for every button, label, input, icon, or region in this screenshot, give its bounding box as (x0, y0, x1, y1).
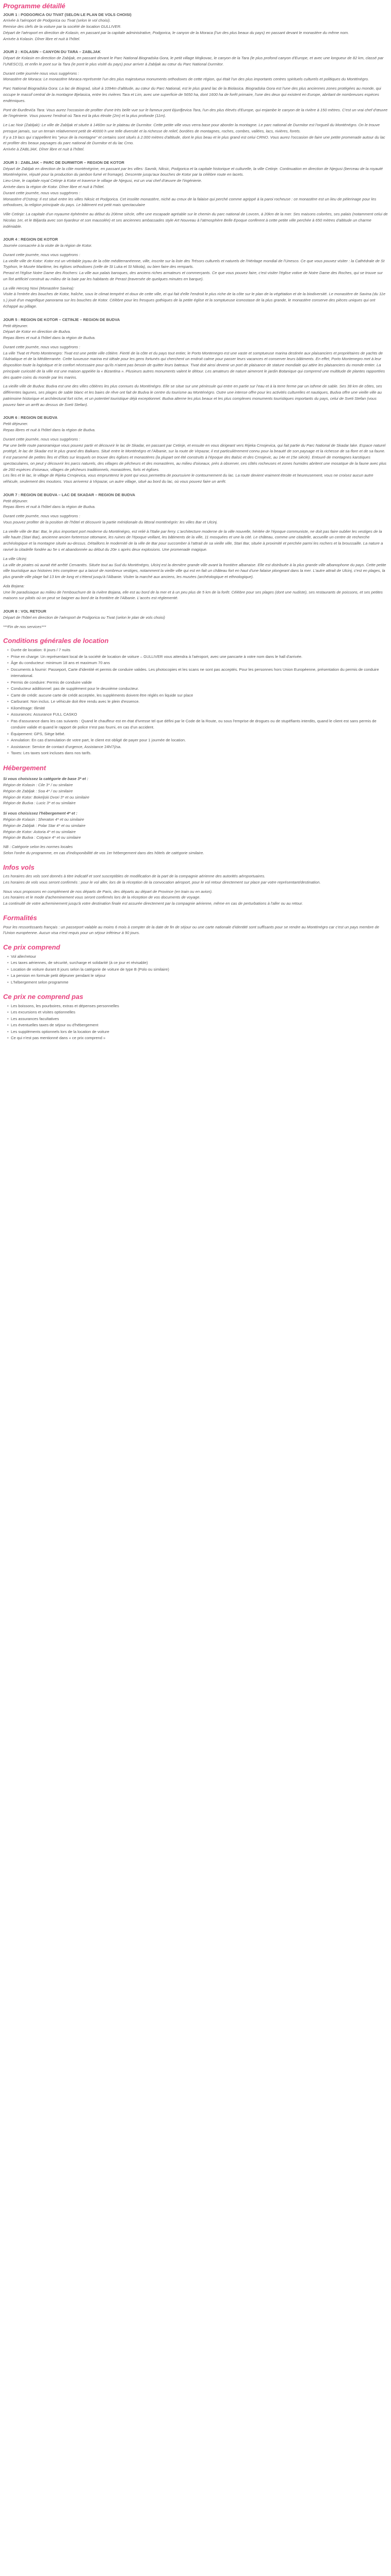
day-block (3, 317, 388, 408)
text-line: Région de Budva : Lucic 3* et ou similaire (3, 801, 76, 806)
day-line: Départ de Kolasin en direction de Zabljak, en passant devant le Parc National Biogradska Gora, le petit village Mojkovac, le canyon de la Tara (le plus profond canyon d'Europe, et avec une longueur de 82 km, classé par l'UNESCO), et enfin le pont sur la Tara (le pont le plus visité du pays) pour arriver à Zabljak au cœur du Parc National Durmitor. (3, 56, 384, 66)
list-item: • Carte de crédit: aucune carte de crédit acceptée, les suppléments doivent être réglés en liquide sur place (7, 692, 388, 699)
list-item: • Équipement: GPS, Siège bébé. (7, 731, 388, 738)
day-line: Visite à l'entrée des bouches de Kotor, fraîche, sous le climat tempéré et doux de cette ville, et qui fait d'elle l'endroit le plus riche de la côte sur le plan de la végétation et de la biodiversité. Le monastère de Savina (du 11e s.) jouit d'un magnifique panorama sur les bouches de Kotor. Célèbre pour les fresques gothiques de la petite église et la somptueuse iconostase de la plus grande, le monastère conserve des pièces uniques qui ont échappé au pillage. (3, 292, 386, 309)
page (0, 0, 391, 1051)
day-line: Une île paradisiaque au milieu de l'embouchure de la rivière Bojana, elle est au bord de la mer et à un peu plus de 5 km de la forêt. Célèbre pour ses plages (dont une nudiste), ses restaurants de poissons, et ses petites maisons sur pilotis où on peut se baigner au bord de la frontière de l'Albanie. L'accès est réglementé. (3, 589, 383, 601)
list-item: • Permis de conduire: Permis de conduire valide (7, 680, 388, 686)
day-line: Durant cette journée nous vous suggérons : (3, 71, 79, 76)
text-line: Les horaires des vols sont donnés à titre indicatif et sont susceptibles de modification de la part de la compagnie aérienne des autorités aéroportuaires. (3, 874, 266, 879)
day-line: Arrivée à Kolasin. Dîner libre et nuit à l'hôtel. (3, 36, 80, 41)
list-item: • Durée de location: 8 jours / 7 nuits (7, 647, 388, 654)
list-item: • Âge du conducteur: minimum 18 ans et maximum 70 ans (7, 660, 388, 667)
list-item: • Documents à fournir: Passeport, Carte d'identité et permis de conduire valides. Les photocopies et les scans ne sont pas acceptés. Pour les personnes hors Union Européenne, présentation du permis de conduire international. (7, 667, 388, 680)
list-item: • Les suppléments optionnels lors de la location de voiture (7, 1029, 388, 1036)
prix-comprend-list (3, 954, 388, 986)
day-line: Départ de l'hôtel en direction de l'aéroport de Podgorica ou Tivat (selon le plan de vols choisi) (3, 615, 165, 620)
text-line: Région de Zabljak : Polar Star 4* et ou similaire (3, 823, 86, 828)
text-line: Région de Kolasin : Sheraton 4* et ou similaire (3, 817, 85, 822)
day-line: Par une belle route panoramique vous pouvez partir et découvrir le lac de Skadar, en passant par Cetinje, et ensuite en vous dirigeant vers Rijeka Crnojevica, qui fait partie du Parc National de Skadar lake. Espace naturel protégé, le lac de Skadar est le plus grand des Balkans. Situé entre le Monténégro et l'Albanie, sur la route de Virpazar, il est particulièrement connu pour la beauté de son paysage et la richesse de sa flore et de sa faune. Il est parsemé de petites îles et d'îlots sur lesquels on trouve des églises et monastères (la plupart ont été construits à l'époque des Balsic et des Crnojevic, au 14e et 15e siècle). Entouré de montagnes karstiques spectaculaires, on peut y découvrir les parcs naturels, des villages de pêcheurs et des monastères, au milieu d'oiseaux, près à observer, ces côtés rocheuses et zones humides abritent une mosaïque de la faune avec plus de 260 espèces d'oiseaux, villages de pêcheurs traditionnels, monastères, forts et églises. (3, 443, 387, 472)
day-line: Repas libres et nuit à l'hôtel dans la région de Budva. (3, 504, 96, 510)
day-title: JOUR 5 : REGION DE KOTOR – CETINJE – REGION DE BUDVA (3, 317, 120, 322)
day-line: Le Lac Noir (Zabljak): Le ville de Zabljak et située à 1460m sur le plateau de Durmitor. Cette petite ville vous verra base pour aborder la montagne. Le parc national de Durmitor est l'orgueil du Monténégro. On le trouve presque jamais, sur un terrain relativement petit de 40000 h une telle diversité et la richesse de relief, bordées de montagnes, roches, combes, vallées, lacs, rivières, forets. (3, 123, 380, 133)
day-line: Départ de Zabljak en direction de la côte monténégrine, en passant par les villes: Savnik, Niksic, Podgorica et la capitale historique et culturelle, la ville Cetinje. Continuation en direction de Njegusi (berceau de la royauté Monténégrine, réputé pour la production du jambon fumé et fromage). Descente jusqu'aux bouches de Kotor par la célèbre route en lacets. (3, 166, 383, 177)
list-item: • L'hébergement selon programme (7, 979, 388, 986)
day-line: Départ de l'aéroport en direction de Kolasin, en passant par la capitale administrative, Podgorica, le canyon de la Moraca (l'un des plus beaux du pays) en passant devant le monastère du même nom. (3, 30, 349, 35)
text-line: Région de Kolasin : Cile 3* / ou similaire (3, 783, 73, 788)
day-line: Petit déjeuner. (3, 498, 28, 503)
day-block (3, 49, 388, 152)
day-title: JOUR 1 : PODGORICA OU TIVAT (SELON LE PLAN DE VOLS CHOISI) (3, 12, 132, 17)
text-line: Région de Budva : Cotyace 4* et ou similaire (3, 835, 81, 840)
day-line: Lieu-Unie, le capitale royal Cetinje à Kotor et traverse le village de Njegusi, est un vrai chef d'œuvre de l'ingénierie. (3, 178, 202, 183)
day-line: Ville Cetinje: La capitale d'un royaume éphémère au début du 20ème siècle, offre une escapade agréable sur le chemin du parc national de Lovcen, à 20km de la mer. Ses maisons colorées, ses palais (notamment celui de Nicolas 1er, et le Biljarda avec son tiyardeur et son mausolée) et ses anciennes ambassades style Art Nouveau à l'atmosphère Belle Epoque confèrent à cette petite ville perchée à 650 mètres d'altitude un charme indéniable. (3, 212, 388, 229)
day-title: JOUR 6 : REGION DE BUDVA (3, 415, 58, 420)
day-line: Durant cette journée, nous vous suggérons : (3, 252, 80, 257)
conditions-title: Conditions générales de location (3, 637, 109, 645)
list-item: • La pension en formule petit déjeuner pendant le séjour (7, 973, 388, 979)
day-block (3, 492, 388, 601)
day-line: ***Fin de nos services*** (3, 624, 46, 629)
list-item: • Taxes: Les taxes sont incluses dans nos tarifs. (7, 750, 388, 757)
list-item: • Location de voiture durant 8 jours selon la catégorie de voiture de type B (Polo ou similaire) (7, 967, 388, 973)
day-line: Arrivée à l'aéroport de Podgorica ou Tivat (selon le vol choisi). (3, 18, 111, 23)
hebergement-group1-title: Si vous choisissez la catégorie de base 3* et : (3, 776, 89, 782)
day-line: La ville Tivat et Porto Montenegro: Tivat est une petite ville côtière. Fierté de la côte et du pays tout entier, le Porto Montenegro est une vaste et somptueuse marina destinée aux plaisanciers et propriétaires de yachts de l'Adriatique et de la Méditerranée. Cette luxueuse marina est idéale pour les gens fortunés qui cherchent un endroit calme pour passer leurs vacances et conserver leurs bâtiments. En effet, Porto Montenegro met à leur disposition toute la logistique et le confort nécessaire pour qu'ils n'aient pas besoin de quitter leurs bateaux. Tivat doit ainsi devenir un port de plaisance de stature mondiale qui attire les plaisanciers du monde entier. La principale curiosité de la ville est une maison appelée la « Bizantina ». Plusieurs autres monuments valent le détour. Les amateurs de nature aimeront le jardin Botanique qui comprend une multitude de plantes rapportées des quatre coins du monde par les marins. (3, 350, 385, 380)
day-line: Journée consacrée à la visite de la région de Kotor. (3, 243, 92, 248)
formalites-title: Formalités (3, 914, 37, 922)
list-item: • Assurances: Assurance FULL CASKO (7, 711, 388, 718)
prix-ne-comprend-title: Ce prix ne comprend pas (3, 993, 84, 1001)
hebergement-group1-list (3, 782, 388, 806)
day-title: JOUR 8 : VOL RETOUR (3, 609, 46, 614)
day-line: La vieille ville de Bar: Bar, le plus important port moderne du Monténégro, est relié à l'Italie par ferry. L'architecture moderne de la ville nouvelle, héritée de l'époque communiste, ne doit pas faire oublier les vestiges de la ville haute (Stari Bar), ancienne ancien forteresse ottomane, les ruines de l'époque veillant, les bâtiments de la ville, 11 mosquées et une la cité. Le château, comme une citadelle, accueille un centre de recherche archéologique et la montagne située au-dessus. Détaillons le modernité de la ville de Bar pour succomber à l'attrait de sa vieille ville, Stari Bar, située à proximité et perchée parmi les rochers et la broussaille. La nature a ravivé la citadelle fondée au 5e s et abandonnée au début du 20e s après deux explosions. Une promenade magique. (3, 529, 383, 552)
day-line: La vieille ville de Kotor: Kotor est un véritable joyau de la côte méditerranéenne, ville, inscrite sur la liste des Trésors culturels et naturels de l'Héritage mondial de l'Unesco. Ce que vous pouvez visiter : la Cathédrale de St Tryphon, le Musée Maritime, les églises orthodoxes (celle de St Luka et St Nikola), ou bien faire des remparts. (3, 258, 385, 269)
day-line: Pont de Đurđevića Tara: Vous aurez l'occasion de profiter d'une très belle vue sur le fameux pont Đjurđjevica Tara, l'un des plus élevés d'Europe, qui enjambe le canyon de la rivière à 150 mètres. C'est un vrai chef d'œuvre de l'ingénierie. Vous pouvez l'endroit où Tara est la plus étroite (2m) et la plus profonde (11m). (3, 107, 388, 118)
day-line: Monastère d'Ostrog: Il est situé entre les villes Niksic et Podgorica. Cet insolite monastère, niché au creux de la falaise qui perché comme agrippé à la paroi rocheuse : ce monastère est un lieu de pèlerinage pour les orthodoxes, la religion principale du pays. Le bâtiment est petit mais spectaculaire (3, 196, 377, 208)
day-line: Les îles et le lac, le village de Rijeka Crnojevica, vous emprunterez le pont qui vous permettra de poursuivre le contournement du lac. La route devient vraiment étroite et heureusement, vous ne croisez aucun autre véhicule, seulement des moutons. Vous arriverez à Virpazar, un autre village, situé au bord du lac, où vous pouvez faire un arrêt. (3, 473, 373, 484)
list-item: • Les assurances facultatives (7, 1016, 388, 1023)
day-line: Durant cette journée, nous vous suggérons : (3, 344, 80, 349)
day-block (3, 236, 388, 309)
text-line: Pour les ressortissants français : un passeport valable au moins 6 mois à compter de la date de fin de séjour ou une carte nationale d'identité sont suffisants pour se rendre au Monténégro car c'est un pays membre de l'Union européenne. Aucun visa n'est requis pour un séjour inférieur à 90 jours. (3, 924, 379, 936)
text-line: Les horaires de vols vous seront confirmés : pour le vol aller, lors de la réception de la convocation aéroport, pour le vol retour directement sur place par votre représentant/destination. (3, 879, 321, 885)
list-item: • Vol aller/retour (7, 954, 388, 960)
day-title: JOUR 3 : ZABLJAK – PARC DE DURMITOR – REGION DE KOTOR (3, 160, 125, 165)
list-item: • Carburant: Non inclus. Le véhicule doit être rendu avec le plein d'essence. (7, 699, 388, 705)
programme-days (3, 12, 388, 630)
list-item: • Annulation: En cas d'annulation de votre part, le client est obligé de payer pour 1 journée de location. (7, 737, 388, 744)
day-line: Vous pouvez profiter de la position de l'hôtel et découvrir la partie méridionale du littoral monténégrin: les villes Bar et Ulcinj. (3, 519, 218, 524)
day-title: JOUR 7 : REGION DE BUDVA – LAC DE SKADAR – REGION DE BUDVA (3, 492, 135, 497)
text-line: Région de Zabljak : Soa 4* / ou similaire (3, 788, 73, 793)
day-line: Remise des clefs de la voiture par la société de location GULLIVER. (3, 24, 122, 29)
hebergement-group2-list (3, 817, 388, 841)
list-item: • Conducteur additionnel: pas de supplément pour le deuxième conducteur. (7, 686, 388, 692)
list-item: • Les éventuelles taxes de séjour ou d'hébergement (7, 1022, 388, 1029)
conditions-list (3, 647, 388, 757)
day-line: Départ de Kotor en direction de Budva. (3, 329, 71, 334)
hebergement-note2: Selon l'ordre du programme, en cas d'indisponibilité de vos 1er hébergement dans des hôtels de catégorie similaire. (3, 850, 204, 855)
day-line: Arrivée à ZABLJAK. Dîner libre et nuit à l'hôtel. (3, 147, 85, 152)
list-item: • Pas d'assurance dans les cas suivants : Quand le chauffeur est en état d'ivresse tel que défini par le Code de la Route, ou sous l'emprise de drogues ou de stupéfiants interdits, quand le client est sans permis de conduire valide et quand le rapport de police n'est pas fourni, en cas d'un accident. (7, 718, 388, 731)
text-line: Les horaires et le mode d'acheminement vous seront confirmés lors de la réception de vos documents de voyage. (3, 895, 201, 900)
day-line: La ville Ulcinj: (3, 556, 27, 561)
list-item: • Kilométrage: Illimité (7, 705, 388, 712)
text-line: Région de Kotor: Bokeljski Dvori 3* et ou similaire (3, 794, 90, 800)
programme-title: Programme détaillé (3, 2, 66, 10)
day-line: Petit déjeuner. (3, 421, 28, 427)
hebergement-note: NB : Catégorie selon les normes locales (3, 844, 73, 850)
day-line: La ville de pirates où aurait été arrêté Cervantès. Située tout au Sud du Monténégro, Ulcinj est la dernière grande ville avant la frontière albanaise. Elle est distribuée à la plus grande ville albanophone du pays. Cette petite ville touristique aux histoires très complexe qui a laissé de nombreux vestiges, notamment la vieille ville qui est en fait un château fort en haut d'une falaise plongeant dans la mer. L'autre attrait de Ulcinj, c'est en plages, la plus grande ville plage fait 13 km de long et s'étend jusqu'à l'Albanie. Visiter la marché aux anciens, les musées (archéologique et ethnologique). (3, 562, 386, 580)
day-line: Repas libres et nuit à l'hôtel dans la région de Budva. (3, 335, 96, 341)
day-block (3, 160, 388, 229)
day-line: Parc National Biogradska Gora: La lac de Biograd, situé à 1094m d'altitude, au cœur du Parc National, est le plus grand lac de la Biolasica. Biogradska Gora est l'une des plus anciennes zones protégées au monde, qui occupe le massif central de la montagne Bjelasica, entre les rivières Tara et Lim, avec une superficie de 5650 ha, dont 1600 ha de forêt primaire, l'une des deux qui existent en Europe, abritant de nombreuses espèces endémiques. (3, 86, 381, 103)
list-item: • Prise en charge: Un représentant local de la société de location de voiture – GULLIVER vous attendra à l'aéroport, avec une pancarte à votre nom dans le hall d'arrivée. (7, 654, 388, 660)
list-item: • Ce qui n'est pas mentionné dans « ce prix comprend » (7, 1035, 388, 1042)
day-line: Petit déjeuner. (3, 323, 28, 328)
day-line: Durant cette journée, nous vous suggérons : (3, 514, 80, 519)
day-line: Durant cette journée, nous vous suggérons : (3, 436, 80, 442)
day-line: La vieille ville de Budva: Budva est une des villes côtières les plus connues du Monténégro. Elle se situe sur une péninsule qui entre en partie sur l'eau et à la terre ferme par un isthme de sable. Ses 38 km de côtes, ses différentes lagunes, ses plages de sable blanc et les baies de rêve ont fait de Budva le centre du tourisme au Monténégro. Outre une intense offre pour les activités culturelles et nautiques, Budva offre une vieille ville au patrimoine historique et architectural fort riche, et un potentiel touristique déjà exceptionnel. Budva alterne les plus beaux et les plus complexes monuments touristiques importants du pays, celui de Sveti Stefan (vous pouvez faire un arrêt au dessus de Sveti Stefan). (3, 384, 382, 407)
day-block (3, 415, 388, 484)
list-item: • Les excursions et visites optionnelles (7, 1009, 388, 1016)
hebergement-title: Hébergement (3, 764, 46, 772)
day-block (3, 12, 388, 42)
day-title: JOUR 4 : REGION DE KOTOR (3, 237, 58, 242)
day-line: Repas libres et nuit à l'hôtel dans la région de Budva. (3, 428, 96, 432)
day-line: La ville Herceg Novi (Monastère Savina): (3, 285, 75, 291)
list-item: • Assistance: Service de contact d'urgence, Assistance 24h/7j/sa. (7, 744, 388, 751)
hebergement-group2-title: Si vous choisissez l'hébergement 4* et : (3, 811, 78, 816)
day-title: JOUR 2 : KOLASIN – CANYON DU TARA – ZABLJAK (3, 49, 101, 55)
text-line: La continuité de votre acheminement jusqu'à votre destination finale est assurée directement par la compagnie aérienne, même en cas de perturbations à l'aller ou au retour. (3, 901, 303, 906)
text-line: Nous vous proposons en complément de nos départs de Paris, des départs au départ de Province (en train ou en avion). (3, 889, 213, 894)
day-line: Monastère de Moraca: Le monastère Moraca représente l'un des plus majestueux monuments orthodoxes de cette région, qui était l'un des plus importants centres spirituels culturels et politiques du Monténégro. (3, 77, 369, 82)
text-line: Région de Kotor: Astoria 4* et ou similaire (3, 829, 76, 834)
formalites-text (3, 924, 388, 937)
day-line: Il y a 19 lacs qui s'appellent les "yeux de la montagne" et certains sont situés à 2.000 mètres d'altitude, dont le plus beau et le plus grand est celui CRNO. Vous aurez l'occasion de faire une petite promenade autour du lac et profiter des beaux paysages du parc national de Durmitor et du lac Crno. (3, 134, 385, 146)
prix-comprend-title: Ce prix comprend (3, 943, 60, 952)
day-line: Arrivée dans la région de Kotor. Dîner libre et nuit à l'hôtel. (3, 184, 105, 189)
day-line: Ada Bojana: (3, 583, 25, 588)
list-item: • Les boissons, les pourboires, extras et dépenses personnelles (7, 1003, 388, 1010)
infos-vols-title: Infos vols (3, 863, 35, 871)
prix-ne-comprend-list (3, 1003, 388, 1042)
day-line: Durant cette journée, nous vous suggérons : (3, 190, 80, 195)
day-line: Perast et l'église Notre Dame des Rochers: La ville aux palais baroques, des anciens riches armateurs et commerçants. Ce que vous pouvez faire, c'est visiter l'église votive de Notre Dame des Roches, qui se trouve sur un îlot artificiel construit au milieu de la baie par les habitants de Perast (traversée de quelques minutes en barque). (3, 270, 383, 281)
infos-vols-text (3, 873, 388, 907)
list-item: • Les taxes aériennes, de sécurité, surcharge et solidarité (à ce jour et révisable) (7, 960, 388, 967)
day-block (3, 608, 388, 630)
